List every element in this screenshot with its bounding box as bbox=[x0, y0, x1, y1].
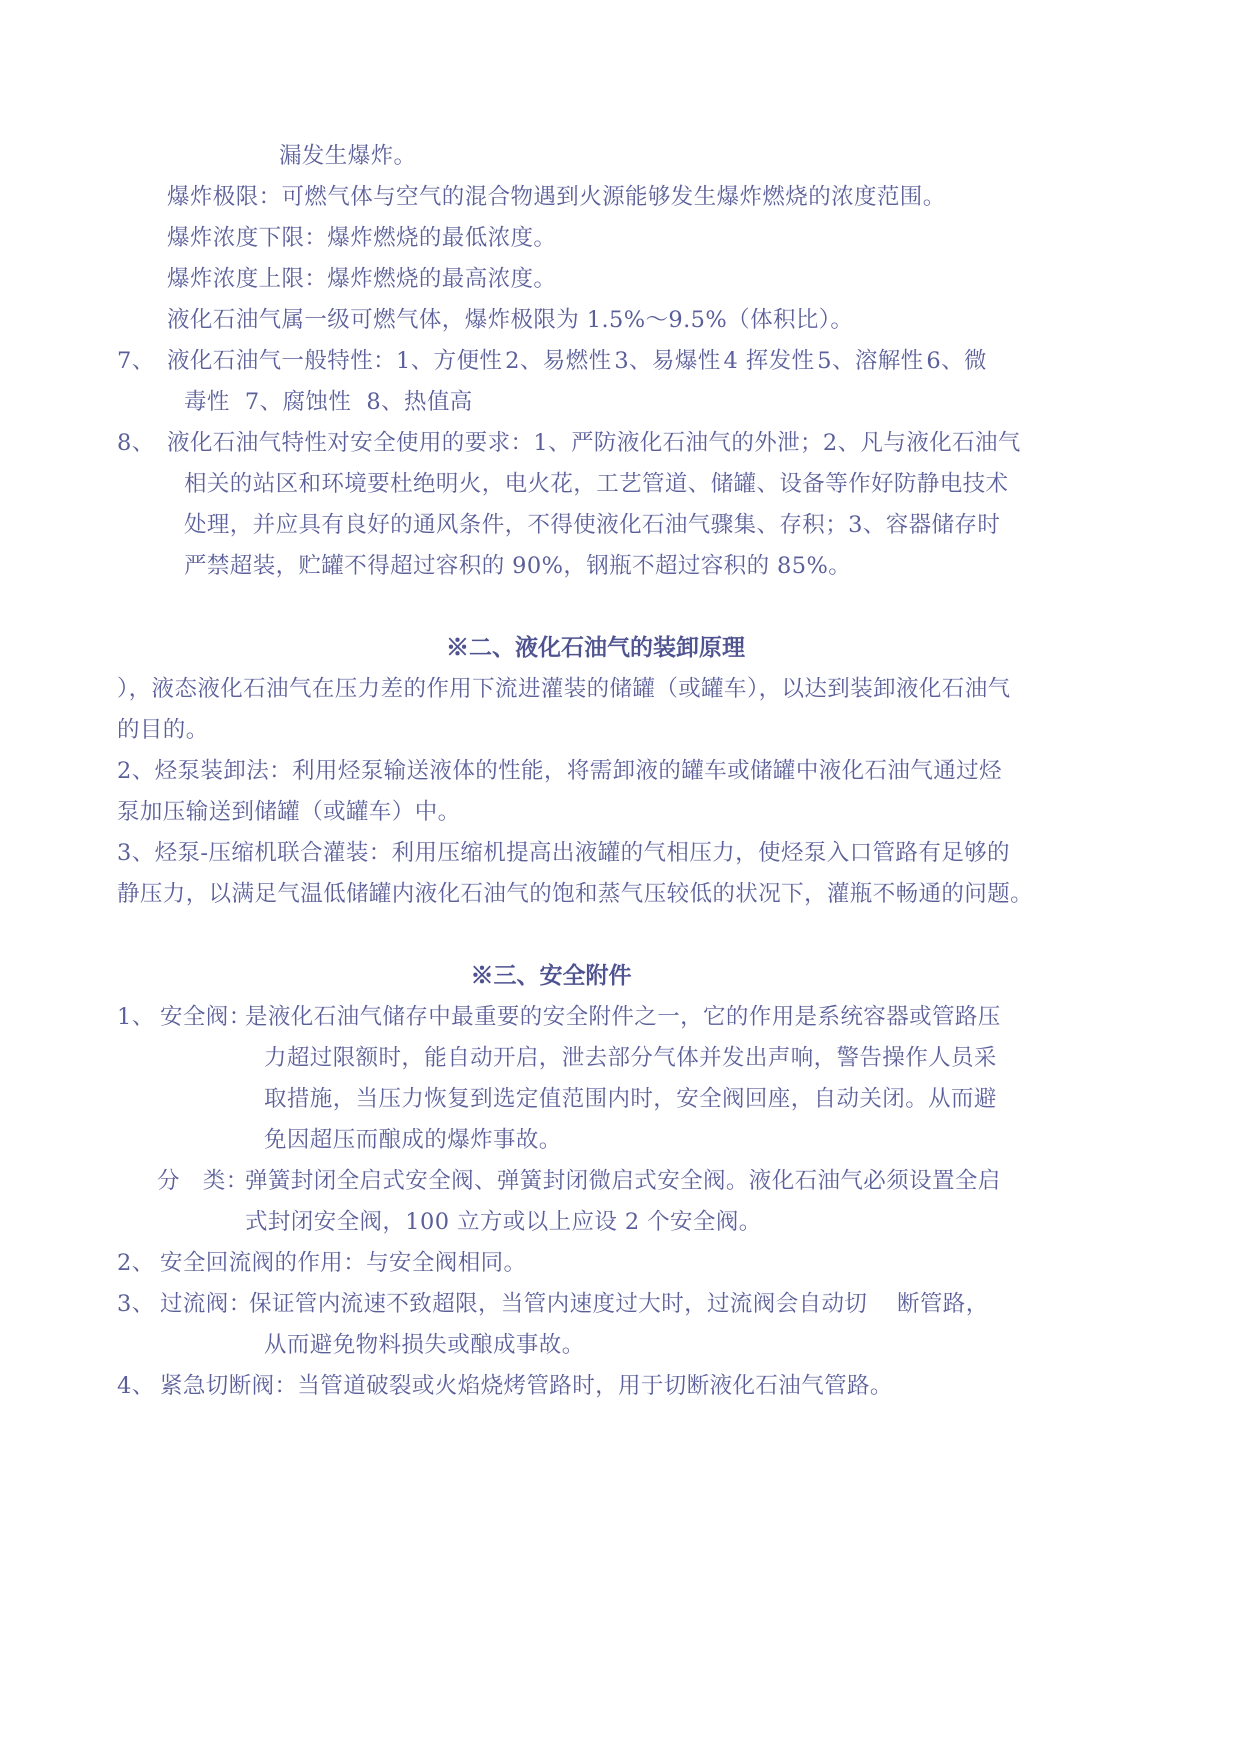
section-2-para-3-line-2: 静压力，以满足气温低储罐内液化石油气的饱和蒸气压较低的状况下，灌瓶不畅通的问题。 bbox=[117, 881, 1034, 907]
section-2-para-2-line-2: 泵加压输送到储罐（或罐车）中。 bbox=[117, 799, 461, 825]
item-8-line: 液化石油气特性对安全使用的要求：1、严防液化石油气的外泄；2、凡与液化石油气 bbox=[167, 430, 1021, 456]
item-7-seg: 4 挥发性 bbox=[723, 348, 815, 374]
section-2-para-1-line-2: 的目的。 bbox=[117, 717, 209, 743]
classification-label: 分 类： bbox=[157, 1168, 249, 1194]
item-7-line-1 bbox=[167, 346, 987, 376]
item-3-label: 过流阀： bbox=[160, 1291, 252, 1317]
item-8-line: 严禁超装，贮罐不得超过容积的 90%，钢瓶不超过容积的 85%。 bbox=[184, 553, 852, 579]
classification-line: 式封闭安全阀，100 立方或以上应设 2 个安全阀。 bbox=[245, 1209, 762, 1235]
item-7-seg: 5、溶解性 bbox=[817, 348, 924, 374]
section-2-para-3-line-1: 3、烃泵-压缩机联合灌装：利用压缩机提高出液罐的气相压力，使烃泵入口管路有足够的 bbox=[117, 840, 1010, 866]
item-8-line: 处理，并应具有良好的通风条件，不得使液化石油气骤集、存积；3、容器储存时 bbox=[184, 512, 1001, 538]
item-1-line: 是液化石油气储存中最重要的安全附件之一，它的作用是系统容器或管路压 bbox=[245, 1004, 1001, 1030]
section-3-title: ※三、安全附件 bbox=[470, 962, 632, 989]
item-8-line: 相关的站区和环境要杜绝明火，电火花，工艺管道、储罐、设备等作好防静电技术 bbox=[184, 471, 1009, 497]
explosion-upper-limit: 爆炸浓度上限：爆炸燃烧的最高浓度。 bbox=[167, 266, 557, 292]
section-2-para-2-line-1: 2、烃泵装卸法：利用烃泵输送液体的性能，将需卸液的罐车或储罐中液化石油气通过烃 bbox=[117, 758, 1002, 784]
item-3-line-2: 从而避免物料损失或酿成事故。 bbox=[264, 1332, 585, 1358]
item-4-number: 4、 bbox=[117, 1373, 155, 1399]
item-7-seg: 2、易燃性 bbox=[505, 348, 612, 374]
item-2-number: 2、 bbox=[117, 1250, 155, 1276]
section-2-para-1-line-1: ），液态液化石油气在压力差的作用下流进灌装的储罐（或罐车），以达到装卸液化石油气 bbox=[117, 676, 1011, 702]
item-8-number: 8、 bbox=[117, 430, 155, 456]
item-7-seg: 6、微 bbox=[926, 348, 987, 374]
explosion-continuation: 漏发生爆炸。 bbox=[279, 143, 417, 169]
item-2-text: 安全回流阀的作用：与安全阀相同。 bbox=[160, 1250, 527, 1276]
explosion-lower-limit: 爆炸浓度下限：爆炸燃烧的最低浓度。 bbox=[167, 225, 557, 251]
item-7-seg: 3、易爆性 bbox=[614, 348, 721, 374]
lpg-explosion-range: 液化石油气属一级可燃气体，爆炸极限为 1.5%～9.5%（体积比）。 bbox=[167, 307, 854, 333]
item-1-label: 安全阀： bbox=[160, 1004, 252, 1030]
item-1-number: 1、 bbox=[117, 1004, 155, 1030]
classification-line: 弹簧封闭全启式安全阀、弹簧封闭微启式安全阀。液化石油气必须设置全启 bbox=[245, 1168, 1001, 1194]
item-7-line-2: 毒性 7、腐蚀性 8、热值高 bbox=[184, 389, 473, 415]
section-2-title: ※二、液化石油气的装卸原理 bbox=[446, 634, 745, 661]
item-1-line: 取措施，当压力恢复到选定值范围内时，安全阀回座，自动关闭。从而避 bbox=[264, 1086, 997, 1112]
explosion-limit-definition: 爆炸极限：可燃气体与空气的混合物遇到火源能够发生爆炸燃烧的浓度范围。 bbox=[167, 184, 946, 210]
item-1-line: 免因超压而酿成的爆炸事故。 bbox=[264, 1127, 562, 1153]
item-3-number: 3、 bbox=[117, 1291, 155, 1317]
item-7-number: 7、 bbox=[117, 348, 155, 374]
item-7-seg: 液化石油气一般特性：1、方便性 bbox=[167, 348, 503, 374]
item-3-line-1a: 保证管内流速不致超限，当管内速度过大时，过流阀会自动切 bbox=[249, 1291, 868, 1317]
item-3-line-1b: 断管路， bbox=[897, 1291, 989, 1317]
item-1-line: 力超过限额时，能自动开启，泄去部分气体并发出声响，警告操作人员采 bbox=[264, 1045, 997, 1071]
item-4-text: 紧急切断阀：当管道破裂或火焰烧烤管路时，用于切断液化石油气管路。 bbox=[160, 1373, 893, 1399]
